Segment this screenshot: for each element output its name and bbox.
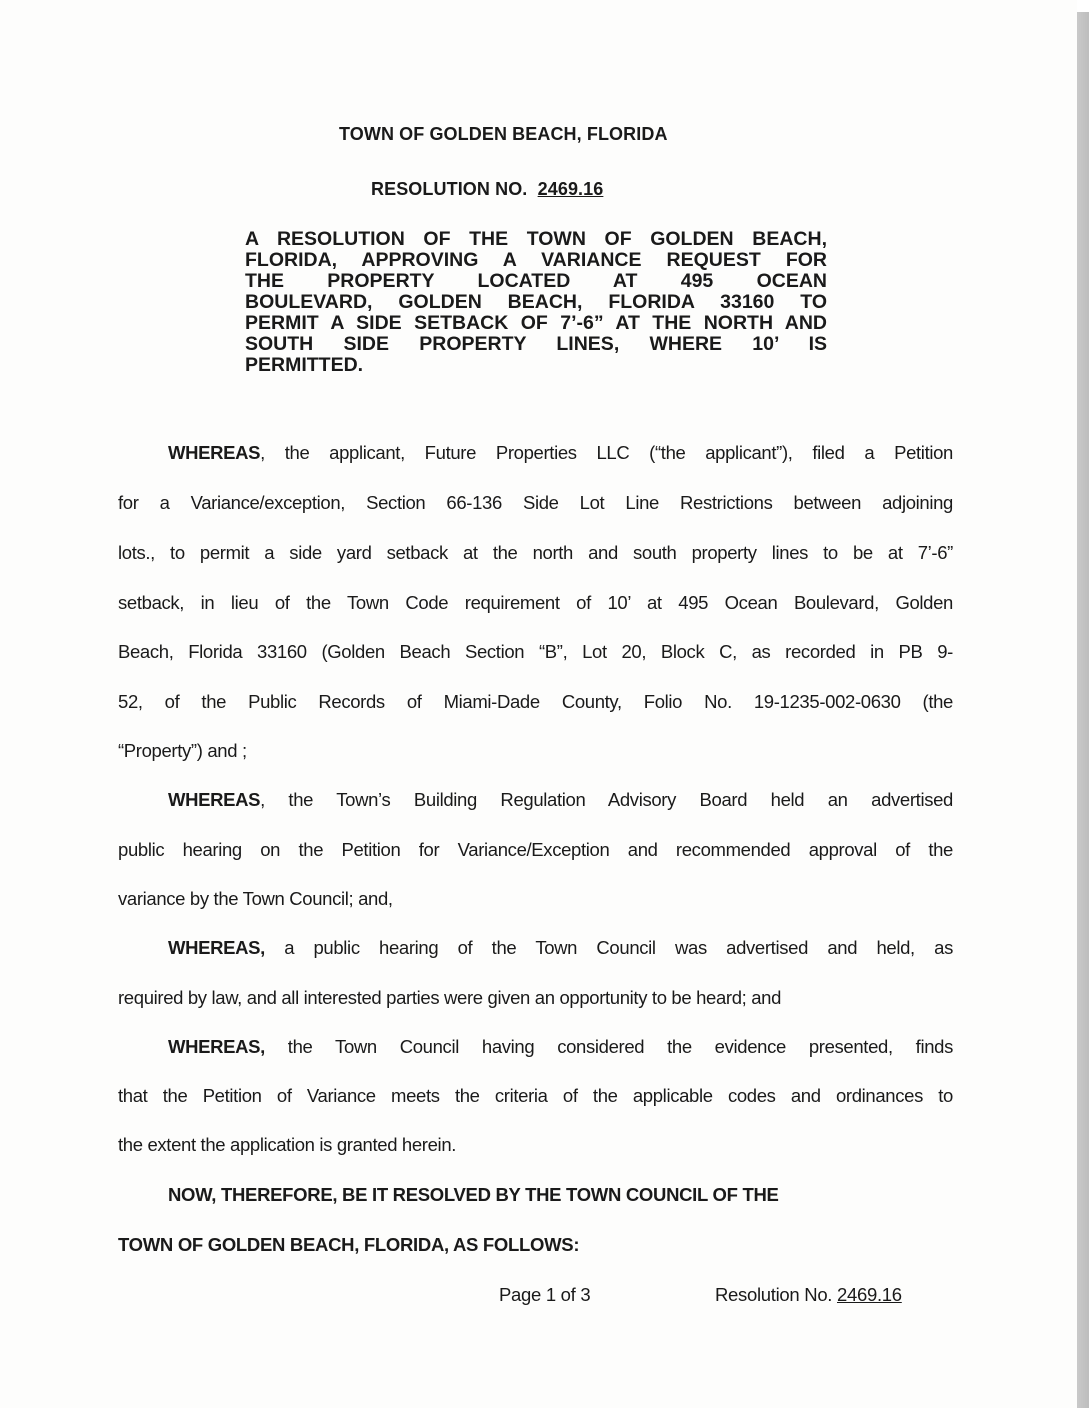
paragraph-line: Beach, Florida 33160 (Golden Beach Section “B”, Lot 20, Block C, as recorded in PB 9-: [118, 641, 953, 662]
whereas-paragraph-4-lead: [168, 1036, 953, 1058]
title-line: SOUTH SIDE PROPERTY LINES, WHERE 10’ IS: [245, 333, 827, 355]
resolved-clause-line: NOW, THEREFORE, BE IT RESOLVED BY THE TOWN COUNCIL OF THE: [168, 1184, 779, 1205]
paragraph-line: required by law, and all interested parties were given an opportunity to be heard; and: [118, 987, 782, 1008]
whereas-label: WHEREAS,: [168, 1036, 265, 1057]
footer-resolution-label: Resolution No.: [715, 1284, 833, 1305]
whereas-paragraph-2-lead: [168, 789, 953, 811]
resolution-prefix: RESOLUTION NO.: [371, 179, 528, 199]
paragraph-text: a public hearing of the Town Council was advertised and held, as: [264, 937, 953, 958]
paragraph-line: setback, in lieu of the Town Code requirement of 10’ at 495 Ocean Boulevard, Golden: [118, 592, 953, 613]
title-line: PERMIT A SIDE SETBACK OF 7’-6” AT THE NORTH AND: [245, 312, 827, 334]
resolution-title: [245, 229, 827, 376]
title-line: THE PROPERTY LOCATED AT 495 OCEAN: [245, 270, 827, 292]
paragraph-line: variance by the Town Council; and,: [118, 888, 393, 909]
paragraph-line: 52, of the Public Records of Miami-Dade County, Folio No. 19-1235-002-0630 (the: [118, 691, 953, 712]
municipality-heading: TOWN OF GOLDEN BEACH, FLORIDA: [339, 124, 668, 144]
paragraph-text: , the applicant, Future Properties LLC (“the applicant”), filed a Petition: [260, 442, 953, 463]
resolved-clause-line: TOWN OF GOLDEN BEACH, FLORIDA, AS FOLLOWS:: [118, 1234, 580, 1255]
paragraph-line: public hearing on the Petition for Variance/Exception and recommended approval of the: [118, 839, 953, 860]
whereas-paragraph-1-lead: [168, 442, 953, 464]
scan-edge-shadow: [1077, 12, 1089, 1408]
paragraph-line: “Property”) and ;: [118, 740, 247, 761]
whereas-label: WHEREAS: [168, 789, 261, 810]
scan-edge-top: [1077, 0, 1089, 12]
whereas-paragraph-3-lead: [168, 937, 953, 959]
page-number: Page 1 of 3: [499, 1284, 591, 1305]
paragraph-line: the extent the application is granted herein.: [118, 1134, 457, 1155]
title-line: PERMITTED.: [245, 354, 364, 376]
whereas-label: WHEREAS,: [168, 937, 265, 958]
paragraph-text: the Town Council having considered the evidence presented, finds: [264, 1036, 953, 1057]
title-line: FLORIDA, APPROVING A VARIANCE REQUEST FOR: [245, 249, 827, 271]
paragraph-line: lots., to permit a side yard setback at the north and south property lines to be at 7’-6”: [118, 542, 953, 563]
whereas-label: WHEREAS: [168, 442, 261, 463]
resolution-number: 2469.16: [537, 179, 604, 199]
paragraph-line: that the Petition of Variance meets the criteria of the applicable codes and ordinances to: [118, 1085, 953, 1106]
footer-resolution-number: 2469.16: [837, 1284, 902, 1305]
title-line: A RESOLUTION OF THE TOWN OF GOLDEN BEACH,: [245, 228, 827, 250]
paragraph-line: for a Variance/exception, Section 66-136 Side Lot Line Restrictions between adjoining: [118, 492, 953, 513]
paragraph-text: , the Town’s Building Regulation Advisory Board held an advertised: [260, 789, 953, 810]
resolution-number-heading: [371, 179, 603, 200]
footer-resolution: [715, 1284, 902, 1306]
title-line: BOULEVARD, GOLDEN BEACH, FLORIDA 33160 TO: [245, 291, 827, 313]
